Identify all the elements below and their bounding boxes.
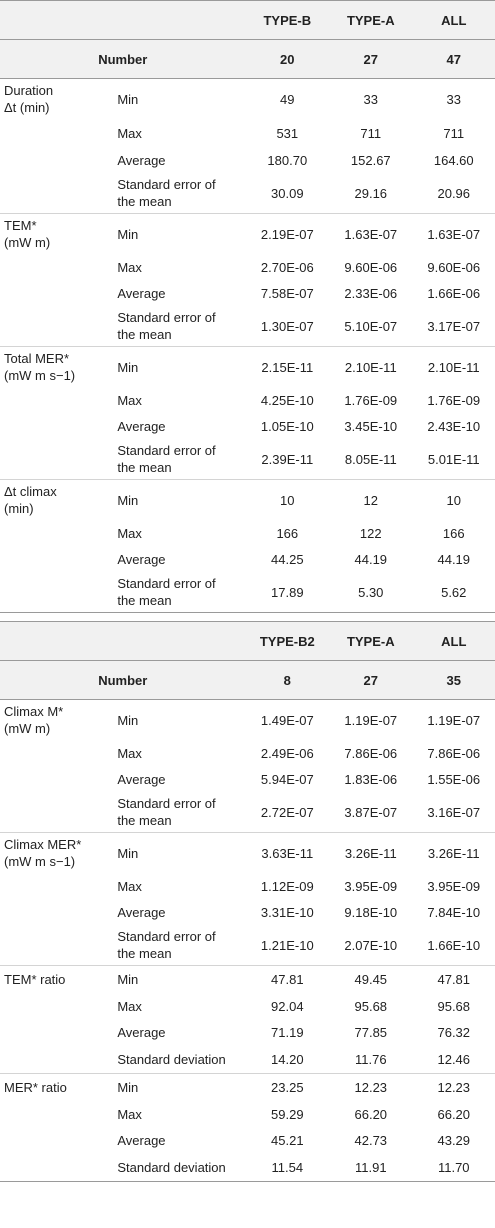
table-row (0, 925, 495, 966)
cell: 44.19 (437, 551, 471, 567)
cell: 23.25 (271, 1080, 304, 1095)
cell: 11.91 (354, 1159, 387, 1175)
cell: 166 (442, 525, 465, 541)
cell: 1.83E-06 (344, 771, 398, 787)
cell: 12.23 (354, 1080, 388, 1095)
stat-label: Max (117, 878, 142, 894)
cell: 9.18E-10 (344, 904, 398, 920)
cell: 42.73 (354, 1132, 388, 1148)
stat-label: Max (117, 998, 142, 1014)
stat-label: Average (117, 1024, 166, 1040)
cell: 2.39E-11 (261, 451, 314, 467)
cell: 5.01E-11 (427, 451, 480, 467)
cell: 47.81 (271, 972, 304, 987)
cell: 76.32 (437, 1024, 471, 1040)
cell: 1.30E-07 (260, 318, 314, 334)
table-row (0, 119, 495, 147)
table1-col-header: ALL (441, 12, 467, 28)
stat-label: Standard error of the mean (117, 443, 216, 475)
stat-label: Average (117, 771, 166, 787)
cell: 2.15E-11 (261, 359, 314, 375)
group-label: Climax M* (mW m) (4, 704, 64, 736)
table-row (0, 993, 495, 1019)
number-value: 47 (446, 51, 461, 67)
cell: 2.70E-06 (260, 259, 314, 275)
stat-label: Standard error of the mean (117, 576, 216, 608)
cell: 1.76E-09 (427, 392, 481, 408)
cell: 3.95E-09 (344, 878, 398, 894)
cell: 11.76 (354, 1051, 387, 1067)
cell: 2.33E-06 (344, 285, 398, 301)
cell: 92.04 (271, 998, 304, 1014)
table-row (0, 387, 495, 413)
cell: 14.20 (271, 1051, 304, 1067)
stat-label: Max (117, 525, 142, 541)
table-row (0, 1127, 495, 1153)
cell: 1.49E-07 (260, 712, 314, 728)
cell: 3.17E-07 (427, 318, 481, 334)
stat-label: Min (117, 712, 139, 728)
table-row (0, 899, 495, 925)
stat-label: Average (117, 152, 166, 168)
cell: 2.07E-10 (344, 937, 398, 953)
group-label: TEM* (mW m) (4, 218, 51, 250)
stat-label: Standard error of the mean (117, 310, 216, 342)
cell: 3.31E-10 (260, 904, 314, 920)
table-row (0, 700, 495, 740)
group-label: Climax MER* (mW m s−1) (4, 837, 82, 869)
cell: 9.60E-06 (427, 259, 481, 275)
stat-label: Max (117, 1106, 142, 1122)
cell: 12.46 (437, 1051, 471, 1067)
table-row (0, 147, 495, 173)
stat-label: Min (117, 972, 139, 987)
cell: 59.29 (271, 1106, 304, 1122)
cell: 29.16 (354, 185, 388, 201)
cell: 43.29 (437, 1132, 471, 1148)
cell: 1.19E-07 (427, 712, 481, 728)
cell: 4.25E-10 (260, 392, 314, 408)
table-row (0, 966, 495, 993)
cell: 95.68 (437, 998, 471, 1014)
cell: 7.84E-10 (427, 904, 481, 920)
cell: 2.10E-11 (344, 359, 397, 375)
cell: 10 (446, 492, 461, 508)
cell: 10 (280, 492, 295, 508)
cell: 180.70 (267, 152, 308, 168)
table-row (0, 214, 495, 254)
stat-label: Standard error of the mean (117, 796, 216, 828)
table1-header-row (0, 0, 495, 40)
group-label: Total MER* (mW m s−1) (4, 351, 76, 383)
cell: 66.20 (437, 1106, 471, 1122)
stat-label: Min (117, 845, 139, 861)
cell: 49.45 (354, 972, 388, 987)
table-row (0, 833, 495, 873)
cell: 44.25 (271, 551, 304, 567)
table-row (0, 254, 495, 280)
cell: 17.89 (271, 584, 304, 600)
cell: 1.05E-10 (260, 418, 314, 434)
table-row (0, 546, 495, 572)
cell: 3.26E-11 (427, 845, 480, 861)
table-row (0, 766, 495, 792)
table-row (0, 413, 495, 439)
number-value: 8 (283, 672, 291, 688)
stat-label: Min (117, 226, 139, 242)
stat-label: Min (117, 359, 139, 375)
cell: 166 (276, 525, 299, 541)
cell: 164.60 (433, 152, 474, 168)
table-separator (0, 612, 495, 621)
table-row (0, 1074, 495, 1101)
table-row (0, 1101, 495, 1127)
cell: 1.76E-09 (344, 392, 398, 408)
cell: 711 (360, 125, 382, 141)
number-value: 20 (280, 51, 295, 67)
cell: 3.45E-10 (344, 418, 398, 434)
table-row (0, 1153, 495, 1182)
cell: 5.62 (441, 584, 467, 600)
table-row (0, 1045, 495, 1074)
table2-number-row (0, 661, 495, 700)
table-row (0, 79, 495, 119)
table2-col-header: TYPE-A (346, 633, 395, 649)
cell: 1.63E-07 (427, 226, 481, 242)
cell: 1.55E-06 (427, 771, 481, 787)
cell: 7.86E-06 (344, 745, 398, 761)
table2-col-header: ALL (441, 633, 467, 649)
cell: 2.43E-10 (427, 418, 481, 434)
stat-label: Max (117, 745, 142, 761)
table-row (0, 520, 495, 546)
cell: 3.95E-09 (427, 878, 481, 894)
cell: 1.19E-07 (344, 712, 398, 728)
cell: 152.67 (350, 152, 391, 168)
table2-col-header: TYPE-B2 (259, 633, 315, 649)
stat-label: Average (117, 285, 166, 301)
table1-col-header: TYPE-A (346, 12, 395, 28)
cell: 9.60E-06 (344, 259, 398, 275)
cell: 3.16E-07 (427, 804, 481, 820)
number-label: Number (98, 672, 148, 688)
cell: 2.10E-11 (427, 359, 480, 375)
cell: 33 (446, 91, 461, 107)
table-row (0, 873, 495, 899)
cell: 33 (363, 91, 378, 107)
group-label: Duration Δt (min) (4, 83, 54, 115)
group-label: Δt climax (min) (4, 484, 57, 516)
stat-label: Average (117, 1132, 166, 1148)
table-row (0, 306, 495, 347)
stat-label: Max (117, 392, 142, 408)
cell: 2.49E-06 (260, 745, 314, 761)
table-row (0, 480, 495, 520)
cell: 1.66E-10 (427, 937, 481, 953)
cell: 5.10E-07 (344, 318, 398, 334)
table-row (0, 572, 495, 612)
group-label: MER* ratio (4, 1080, 67, 1095)
table1-number-row (0, 40, 495, 79)
cell: 5.30 (358, 584, 384, 600)
number-label: Number (98, 51, 148, 67)
stat-label: Standard deviation (117, 1159, 226, 1175)
cell: 77.85 (354, 1024, 388, 1040)
stat-label: Min (117, 91, 139, 107)
stat-label: Standard error of the mean (117, 929, 216, 961)
stat-label: Average (117, 904, 166, 920)
cell: 49 (280, 91, 295, 107)
cell: 30.09 (271, 185, 304, 201)
cell: 1.63E-07 (344, 226, 398, 242)
cell: 95.68 (354, 998, 388, 1014)
cell: 2.72E-07 (260, 804, 314, 820)
table1-col-header: TYPE-B (263, 12, 312, 28)
stat-label: Average (117, 418, 166, 434)
table-row (0, 1019, 495, 1045)
cell: 47.81 (437, 972, 471, 987)
table2-header-row (0, 621, 495, 661)
cell: 3.26E-11 (344, 845, 397, 861)
cell: 12 (363, 492, 378, 508)
cell: 12.23 (437, 1080, 471, 1095)
stat-label: Standard error of the mean (117, 177, 216, 209)
cell: 20.96 (437, 185, 471, 201)
cell: 711 (443, 125, 465, 141)
cell: 71.19 (271, 1024, 304, 1040)
cell: 2.19E-07 (260, 226, 314, 242)
number-value: 27 (363, 672, 378, 688)
cell: 44.19 (354, 551, 388, 567)
table-row (0, 740, 495, 766)
table-row (0, 173, 495, 214)
cell: 66.20 (354, 1106, 388, 1122)
cell: 7.86E-06 (427, 745, 481, 761)
stat-label: Max (117, 125, 142, 141)
table-row (0, 280, 495, 306)
cell: 45.21 (271, 1132, 304, 1148)
group-label: TEM* ratio (4, 972, 66, 987)
stat-label: Min (117, 492, 139, 508)
cell: 1.12E-09 (260, 878, 314, 894)
cell: 3.87E-07 (344, 804, 398, 820)
cell: 1.21E-10 (260, 937, 314, 953)
cell: 531 (276, 125, 299, 141)
cell: 8.05E-11 (344, 451, 397, 467)
number-value: 35 (446, 672, 461, 688)
table-row (0, 439, 495, 480)
cell: 3.63E-11 (261, 845, 314, 861)
table-row (0, 347, 495, 387)
stat-label: Max (117, 259, 142, 275)
cell: 11.54 (271, 1159, 304, 1175)
cell: 1.66E-06 (427, 285, 481, 301)
stat-label: Standard deviation (117, 1051, 226, 1067)
cell: 7.58E-07 (260, 285, 314, 301)
number-value: 27 (363, 51, 378, 67)
cell: 11.70 (437, 1159, 470, 1175)
cell: 5.94E-07 (260, 771, 314, 787)
table-row (0, 792, 495, 833)
stat-label: Average (117, 551, 166, 567)
stat-label: Min (117, 1080, 139, 1095)
cell: 122 (359, 525, 382, 541)
